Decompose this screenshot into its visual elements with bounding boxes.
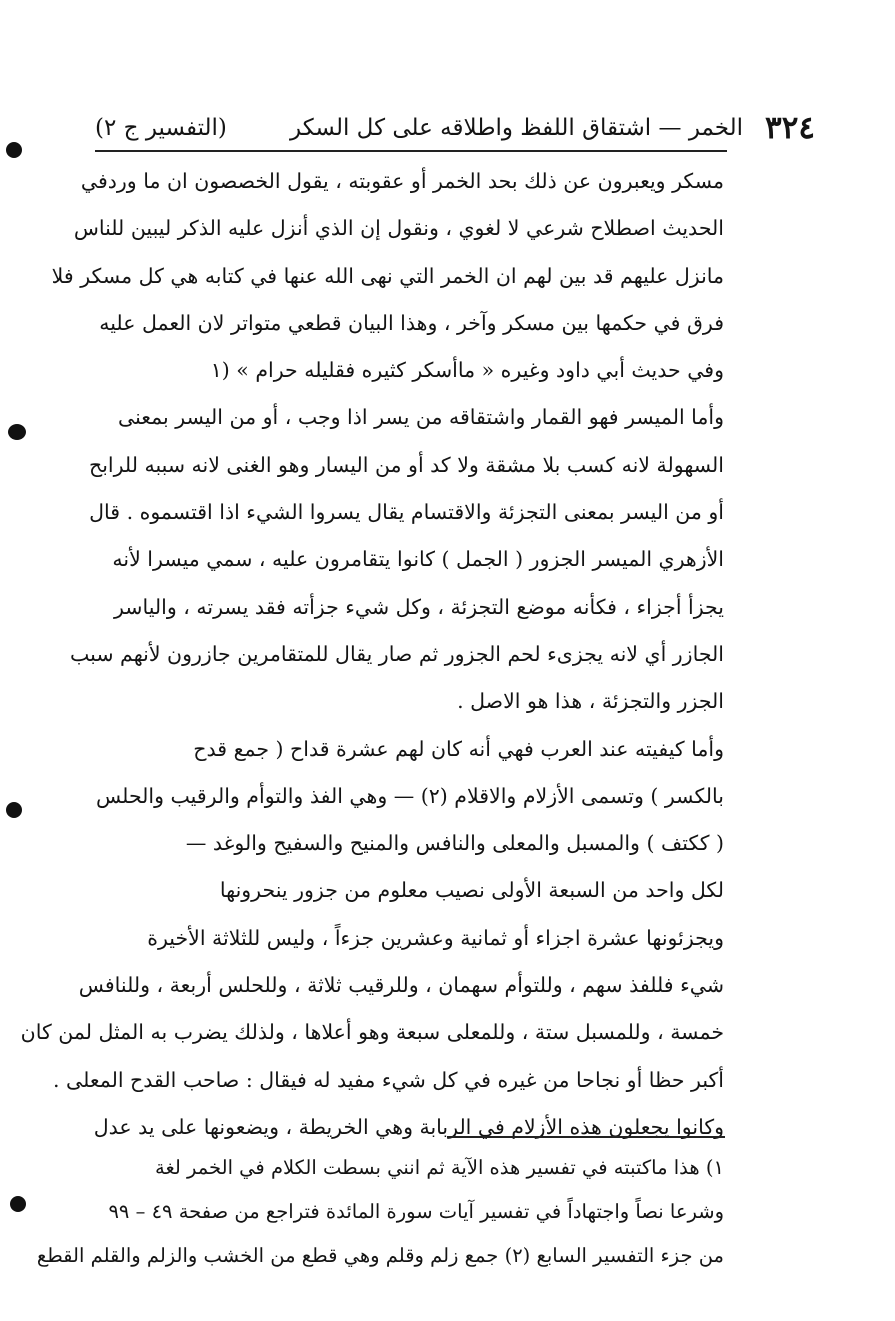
scan-speck — [6, 142, 22, 158]
text-line: مسكر ويعبرون عن ذلك بحد الخمر أو عقوبته ، يقول الخصصون ان ما وردفي — [80, 169, 724, 193]
text-line: شيء فللفذ سهم ، وللتوأم سهمان ، وللرقيب ثلاثة ، وللحلس أربعة ، وللنافس — [78, 973, 724, 998]
text-line: فرق في حكمها بين مسكر وآخر ، وهذا البيان قطعي متواتر لان العمل عليه — [99, 310, 724, 335]
text-line: لكل واحد من السبعة الأولى نصيب معلوم من جزور ينحرونها — [219, 878, 724, 903]
text-line: ( ككتف ) والمسبل والمعلى والنافس والمنيح والسفيح والوغد — — [185, 831, 724, 856]
footnotes — [36, 1146, 724, 1278]
text-line: الجازر أي لانه يجزىء لحم الجزور ثم صار يقال للمتقامرين جازرون لأنهم سبب — [70, 641, 724, 666]
text-line: السهولة لانه كسب بلا مشقة ولا كد أو من اليسار وهو الغنى لانه سببه للرابح — [88, 452, 724, 477]
body-text — [20, 158, 724, 1151]
page-number: ٣٢٤ — [765, 110, 815, 146]
text-line: وأما الميسر فهو القمار واشتقاقه من يسر اذا وجب ، أو من اليسر بمعنى — [118, 405, 724, 430]
scan-speck — [8, 424, 26, 440]
header-divider — [95, 150, 727, 152]
text-line: الجزر والتجزئة ، هذا هو الاصل . — [457, 689, 724, 714]
running-title: الخمر — اشتقاق اللفظ واطلاقه على كل السكر — [290, 115, 744, 141]
text-line: الأزهري الميسر الجزور ( الجمل ) كانوا يتقامرون عليه ، سمي ميسرا لأنه — [112, 547, 724, 572]
text-line: يجزأ أجزاء ، فكأنه موضع التجزئة ، وكل شيء جزأته فقد يسرته ، والياسر — [114, 594, 724, 619]
text-line: وفي حديث أبي داود وغيره « ماأسكر كثيره فقليله حرام » (١ — [210, 358, 724, 383]
text-line: وكانوا يجعلون هذه الأزلام في الربابة وهي الخريطة ، ويضعونها على يد عدل — [93, 1114, 724, 1139]
text-line: مانزل عليهم قد بين لهم ان الخمر التي نهى الله عنها في كتابه هي كل مسكر فلا — [51, 263, 724, 288]
footnote-divider — [447, 1136, 725, 1138]
footnote-line: من جزء التفسير السابع (٢) جمع زلم وقلم وهي قطع من الخشب والزلم والقلم القطع — [36, 1244, 724, 1267]
text-line: خمسة ، وللمسبل ستة ، وللمعلى سبعة وهو أعلاها ، ولذلك يضرب به المثل لمن كان — [20, 1020, 724, 1045]
footnote-line: ١) هذا ماكتبته في تفسير هذه الآية ثم انني بسطت الكلام في الخمر لغة — [155, 1156, 724, 1179]
scan-speck — [6, 802, 22, 818]
text-line: وأما كيفيته عند العرب فهي أنه كان لهم عشرة قداح ( جمع قدح — [193, 736, 724, 761]
scan-speck — [10, 1196, 26, 1212]
text-line: ويجزئونها عشرة اجزاء أو ثمانية وعشرين جزءاً ، وليس للثلاثة الأخيرة — [147, 925, 724, 950]
book-reference: (التفسير ج ٢) — [95, 115, 227, 141]
text-line: الحديث اصطلاح شرعي لا لغوي ، ونقول إن الذي أنزل عليه الذكر ليبين للناس — [73, 216, 724, 241]
text-line: أكبر حظا أو نجاحا من غيره في كل شيء مفيد له فيقال : صاحب القدح المعلى . — [52, 1067, 724, 1092]
page-header — [95, 108, 815, 148]
text-line: بالكسر ) وتسمى الأزلام والاقلام (٢) — وهي الفذ والتوأم والرقيب والحلس — [96, 783, 724, 808]
footnote-line: وشرعا نصاً واجتهاداً في تفسير آيات سورة المائدة فتراجع من صفحة ٤٩ – ٩٩ — [108, 1200, 724, 1223]
text-line: أو من اليسر بمعنى التجزئة والاقتسام يقال يسروا الشيء اذا اقتسموه . قال — [89, 500, 724, 525]
